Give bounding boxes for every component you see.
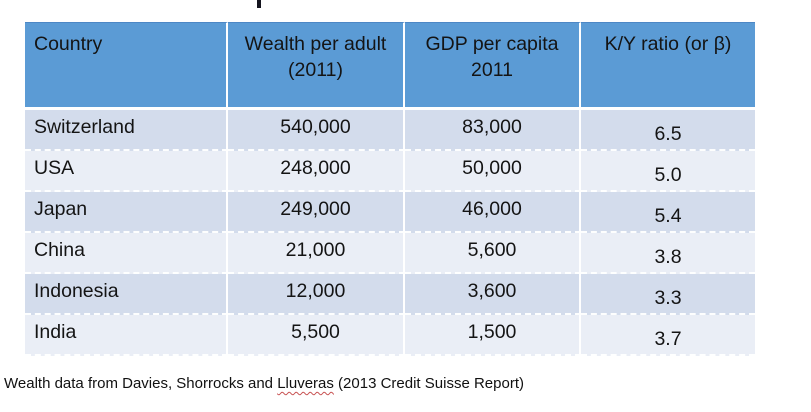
ky-ratio-cell: 3.3 [581, 274, 755, 315]
country-cell: Switzerland [25, 110, 228, 151]
gdp-cell: 46,000 [405, 192, 581, 233]
column-header-gdp: GDP per capita 2011 [405, 22, 581, 110]
ky-ratio-cell: 3.7 [581, 315, 755, 356]
wealth-table [25, 22, 755, 356]
gdp-cell: 50,000 [405, 151, 581, 192]
ky-ratio-cell: 5.4 [581, 192, 755, 233]
gdp-cell: 3,600 [405, 274, 581, 315]
ky-ratio-cell: 5.0 [581, 151, 755, 192]
country-cell: USA [25, 151, 228, 192]
gdp-cell: 1,500 [405, 315, 581, 356]
column-header-wealth: Wealth per adult (2011) [228, 22, 405, 110]
source-note-prefix: Wealth data from Davies, Shorrocks and [4, 375, 278, 392]
wealth-cell: 248,000 [228, 151, 405, 192]
country-cell: China [25, 233, 228, 274]
cropped-title-artifact [257, 0, 261, 8]
wealth-cell: 540,000 [228, 110, 405, 151]
table-row [25, 315, 755, 356]
source-note-suffix: (2013 Credit Suisse Report) [333, 375, 524, 392]
column-header-country: Country [25, 22, 228, 110]
header-row [25, 22, 755, 110]
table-header [25, 22, 755, 110]
table-row [25, 233, 755, 274]
wealth-cell: 12,000 [228, 274, 405, 315]
gdp-cell: 83,000 [405, 110, 581, 151]
gdp-cell: 5,600 [405, 233, 581, 274]
ky-ratio-cell: 3.8 [581, 233, 755, 274]
column-header-ky-ratio: K/Y ratio (or β) [581, 22, 755, 110]
wealth-cell: 249,000 [228, 192, 405, 233]
country-cell: Indonesia [25, 274, 228, 315]
wealth-cell: 21,000 [228, 233, 405, 274]
ky-ratio-cell: 6.5 [581, 110, 755, 151]
table-row [25, 151, 755, 192]
table-row [25, 274, 755, 315]
misspelled-word: Lluveras [277, 375, 334, 392]
country-cell: Japan [25, 192, 228, 233]
country-cell: India [25, 315, 228, 356]
source-note [4, 374, 524, 394]
wealth-cell: 5,500 [228, 315, 405, 356]
table-body [25, 110, 755, 356]
table-row [25, 110, 755, 151]
table-row [25, 192, 755, 233]
